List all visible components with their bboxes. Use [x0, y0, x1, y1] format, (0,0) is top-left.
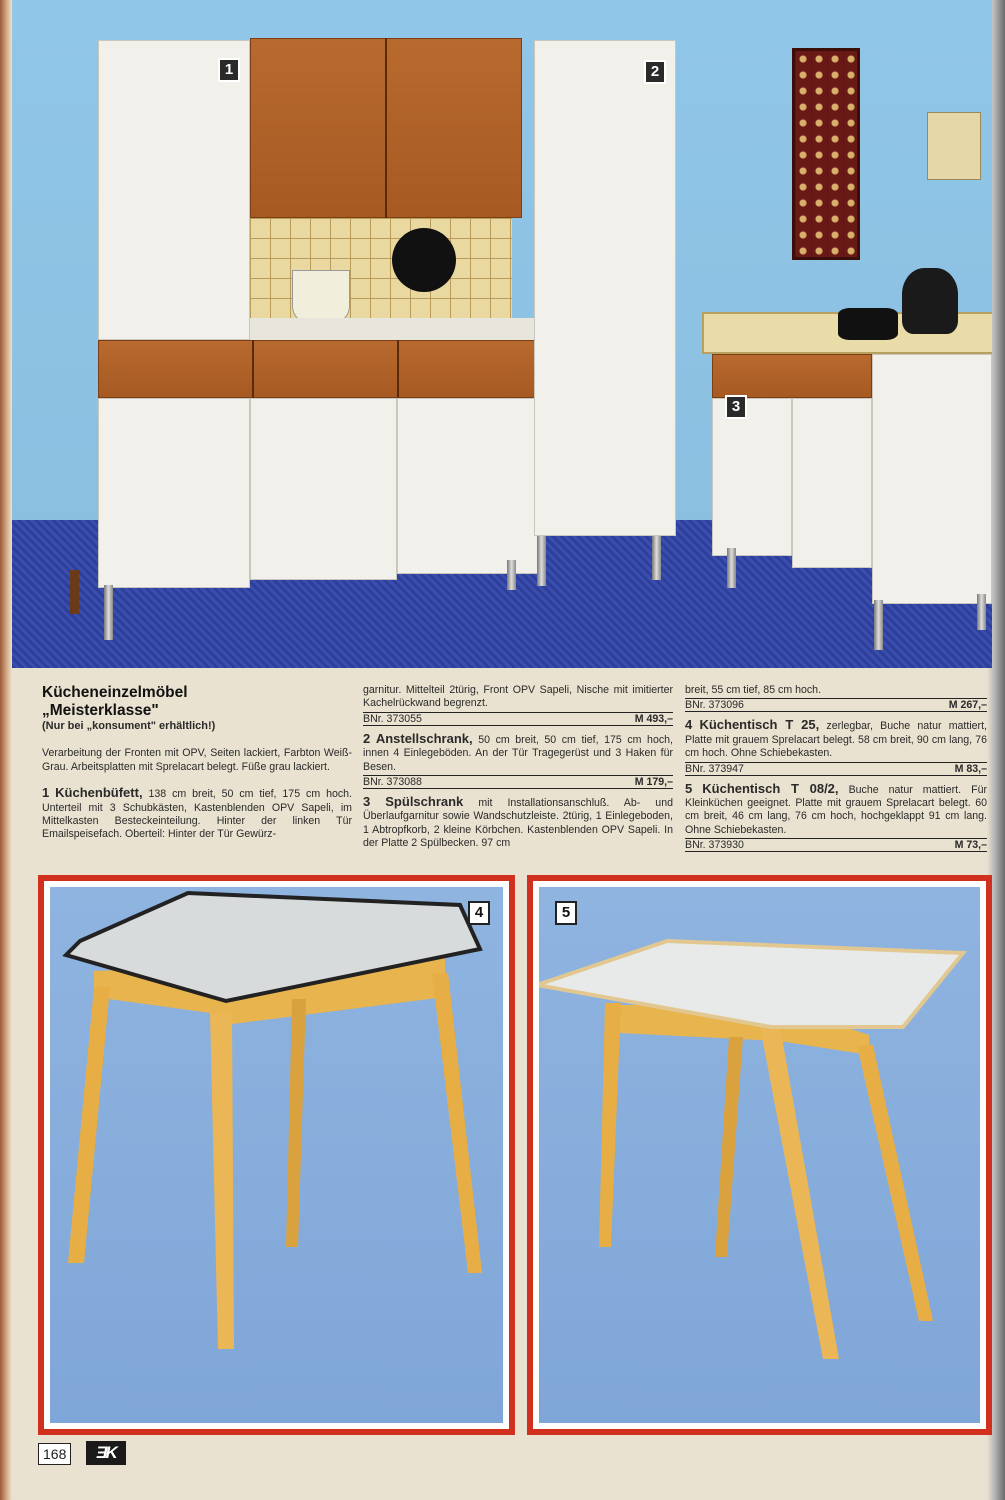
drawer-split-1: [252, 340, 254, 398]
item-5-text: [685, 782, 987, 838]
item-5-title: Küchentisch T 08/2,: [702, 780, 839, 796]
item-3-price: M 267,–: [948, 699, 987, 712]
item-4-text: [685, 718, 987, 760]
mixing-bowl: [292, 270, 350, 324]
table-4-leg-front: [210, 1013, 234, 1349]
text-column-2: [363, 684, 673, 851]
cabinet-leg: [652, 536, 661, 580]
table-5-leg-front: [759, 1021, 839, 1359]
item-1-price: M 493,–: [634, 712, 673, 725]
table-5-leg-back: [715, 1037, 743, 1257]
table-4-leg-front-left: [68, 987, 110, 1263]
buffet-leg: [70, 570, 79, 614]
item-3-desc-continued: breit, 55 cm tief, 85 cm hoch.: [685, 684, 822, 696]
frying-pan: [392, 228, 456, 292]
section-subtitle: „Meisterklasse": [42, 702, 159, 719]
buffet-lower-door-3: [397, 398, 542, 574]
sink-side: [872, 354, 992, 604]
item-2-desc: 50 cm breit, 50 cm tief, 175 cm hoch, innen 4 Einlegeböden. An der Tür Tragegerüst und 3 Haken für Besen.: [363, 733, 673, 773]
item-1-order-number: BNr. 373055: [363, 712, 422, 725]
item-5-order-number: BNr. 373930: [685, 839, 744, 852]
page-number: 168: [38, 1443, 71, 1465]
dish-rack: [838, 308, 898, 340]
item-2-price: M 179,–: [634, 776, 673, 789]
tiled-niche: [250, 218, 512, 320]
item-3-number: 3: [363, 794, 371, 810]
door-split: [385, 38, 387, 218]
wall-rug: [792, 48, 860, 260]
item-5-desc: Buche natur mattiert. Für Kleinküchen geeignet. Platte mit grauem Sprelacart belegt. 60 cm breit, 46 cm lang, 76 cm hoch, hochgeklappt 91 cm lang. Ohne Schiebekasten.: [685, 783, 987, 836]
table-5-top: [539, 941, 963, 1027]
table-5-drawing: [539, 887, 980, 1423]
table-4-drawing: [50, 887, 503, 1423]
item-4-number: 4: [685, 717, 693, 733]
tall-cabinet: [534, 40, 676, 536]
item-2-title: Anstellschrank,: [375, 730, 473, 746]
item-2-order-number: BNr. 373088: [363, 776, 422, 789]
table-5-leg-left: [599, 1003, 621, 1247]
photo-label-1: 1: [218, 58, 240, 82]
cabinet-leg: [537, 536, 546, 586]
item-3-text: [363, 795, 673, 851]
item-2-number: 2: [363, 730, 371, 746]
drawer-split-2: [397, 340, 399, 398]
sink-leg: [977, 594, 986, 630]
item-1-desc: 138 cm breit, 50 cm tief, 175 cm hoch. Unterteil mit 3 Schubkästen, Kastenblenden OPV Sapeli, im Mittelkasten Besteckeinteilung. Hinter der linken Tür Emailspeisefach. Oberteil: Hinter der Tür Gewürz-: [42, 788, 352, 841]
table-5-leg-right: [857, 1045, 933, 1321]
buffet-left-upper-door: [98, 40, 250, 340]
item-1-order-row: [363, 712, 673, 726]
buffet-leg: [507, 560, 516, 590]
photo-label-3: 3: [725, 395, 747, 419]
item-4-price: M 83,–: [954, 762, 987, 775]
sink-door-left: [712, 398, 792, 556]
photo-label-2: 2: [644, 60, 666, 84]
availability-note: (Nur bei „konsument" erhältlich!): [42, 720, 216, 732]
item-5-price: M 73,–: [954, 839, 987, 852]
niche-shelf: [250, 318, 542, 340]
photo-label-4: 4: [468, 901, 490, 925]
kitchen-photo: [12, 0, 992, 668]
table-4-leg-right: [432, 973, 482, 1273]
buffet-leg: [104, 585, 113, 640]
buffet-lower-door-1: [98, 398, 250, 588]
item-2-order-row: [363, 775, 673, 789]
item-5-number: 5: [685, 780, 693, 796]
wall-switch: [927, 112, 981, 180]
item-3-order-number: BNr. 373096: [685, 699, 744, 712]
item-4-desc: zerlegbar, Buche natur mattiert, Platte mit grauem Sprelacart belegt. 58 cm breit, 90 cm lang, 76 cm hoch. Ohne Schiebekasten.: [685, 720, 987, 760]
section-title: Kücheneinzelmöbel: [42, 684, 188, 701]
table-4-background: [50, 887, 503, 1423]
item-4-order-row: [685, 762, 987, 776]
item-3-desc: mit Installationsanschluß. Ab- und Überlaufgarnitur sowie Wandschutzleiste. 2türig, 1 Einlegeboden, 1 Abtropfkorb, 2 kleine Körbchen. Kastenblenden OPV Sapeli. In der Platte 2 Spülbecken. 97 cm: [363, 797, 673, 850]
text-column-3: [685, 684, 987, 858]
table-5-photo: [527, 875, 992, 1435]
item-4-title: Küchentisch T 25,: [699, 717, 820, 733]
buffet-lower-door-2: [250, 398, 397, 580]
intro-text: Verarbeitung der Fronten mit OPV, Seiten lackiert, Farbton Weiß-Grau. Arbeitsplatten mit Sprelacart belegt. Füße grau lackiert.: [42, 747, 352, 773]
table-4-leg-back: [286, 999, 306, 1247]
publisher-logo: ƎK: [86, 1441, 126, 1465]
kettle: [902, 268, 958, 334]
item-1-text: [42, 786, 352, 842]
sink-door-right: [792, 398, 872, 568]
sink-leg: [874, 600, 883, 650]
table-4-photo: [38, 875, 515, 1435]
item-1-title: Küchenbüfett,: [55, 785, 143, 801]
item-3-order-row: [685, 698, 987, 712]
item-5-order-row: [685, 838, 987, 852]
text-column-1: [42, 684, 352, 842]
photo-label-5: 5: [555, 901, 577, 925]
sink-drawer-panel: [712, 354, 872, 398]
sink-leg: [727, 548, 736, 588]
item-3-title: Spülschrank: [385, 794, 464, 810]
buffet-drawers: [98, 340, 542, 398]
item-4-order-number: BNr. 373947: [685, 762, 744, 775]
item-1-desc-continued: garnitur. Mittelteil 2türig, Front OPV Sapeli, Nische mit imitierter Kachelrückwand begrenzt.: [363, 684, 673, 710]
item-2-text: [363, 732, 673, 774]
item-1-number: 1: [42, 785, 50, 801]
page-edge-left: [0, 0, 12, 1500]
table-5-background: [539, 887, 980, 1423]
